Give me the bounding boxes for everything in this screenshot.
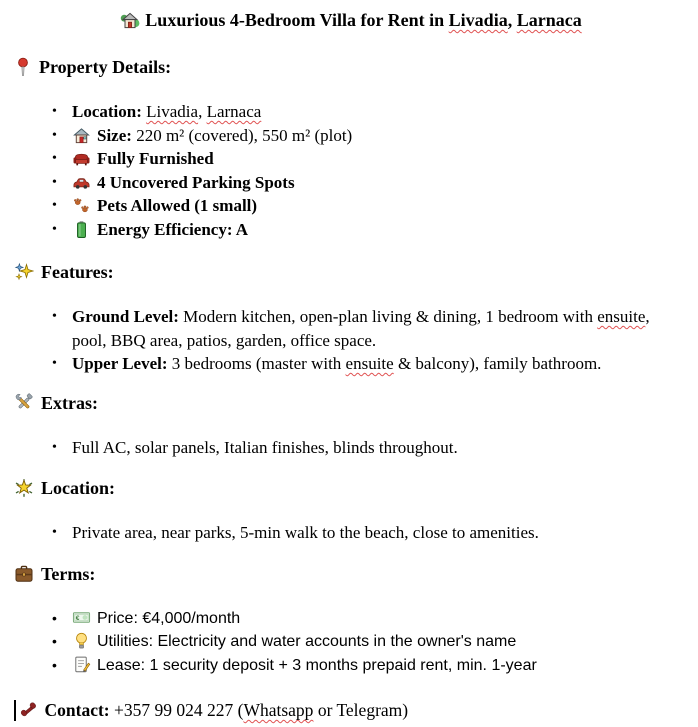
title-separator: , bbox=[507, 10, 517, 30]
property-details-list bbox=[14, 100, 688, 241]
section-heading-property-details bbox=[14, 57, 688, 78]
title-misspelled-word: Larnaca bbox=[516, 10, 582, 30]
bullet-marker: • bbox=[52, 633, 57, 649]
bullet-marker: • bbox=[52, 609, 57, 626]
item-text: , pool, BBQ area, patios, garden, office space. bbox=[72, 307, 650, 350]
bullet-marker: • bbox=[52, 656, 57, 673]
section-heading-text: Extras: bbox=[41, 392, 98, 413]
document-title bbox=[14, 10, 688, 31]
item-text: Utilities: Electricity and water accounts in the owner's name bbox=[97, 633, 517, 650]
contact-text: +357 99 024 227 ( bbox=[109, 700, 244, 720]
couch-icon bbox=[72, 149, 91, 168]
title-misspelled-word: Livadia bbox=[448, 10, 508, 30]
item-text: Lease: 1 security deposit + 3 months prepaid rent, min. 1-year bbox=[97, 656, 537, 674]
paw-prints-icon bbox=[72, 196, 91, 215]
item-label: Fully Furnished bbox=[97, 149, 214, 168]
item-label: Size: bbox=[97, 125, 132, 145]
list-item-location bbox=[14, 100, 688, 124]
item-label: 4 Uncovered Parking Spots bbox=[97, 172, 295, 192]
list-item-parking bbox=[14, 171, 688, 195]
lightbulb-icon bbox=[72, 631, 91, 650]
memo-icon bbox=[72, 655, 91, 674]
list-item-pets bbox=[14, 194, 688, 218]
bullet-marker: • bbox=[52, 198, 57, 213]
misspelled-word: ensuite bbox=[597, 307, 646, 326]
bullet-marker: • bbox=[52, 525, 57, 540]
svg-text:€: € bbox=[75, 614, 80, 622]
section-heading-location bbox=[14, 478, 688, 499]
briefcase-icon bbox=[14, 564, 34, 584]
misspelled-word: Whatsapp bbox=[243, 700, 314, 720]
glowing-star-icon bbox=[14, 478, 34, 498]
sparkles-icon bbox=[14, 262, 34, 282]
telephone-receiver-icon bbox=[19, 700, 39, 720]
bullet-marker: • bbox=[52, 221, 57, 237]
list-item-size bbox=[14, 124, 688, 148]
item-text: & balcony), family bathroom. bbox=[393, 354, 602, 373]
bullet-marker: • bbox=[52, 309, 57, 324]
section-heading-features bbox=[14, 262, 688, 283]
section-heading-text: Terms: bbox=[41, 563, 96, 584]
item-text: 220 m² (covered), 550 m² (plot) bbox=[131, 125, 353, 145]
contact-label: Contact: bbox=[44, 700, 110, 720]
item-text: Private area, near parks, 5-min walk to the beach, close to amenities. bbox=[72, 523, 539, 542]
car-icon bbox=[72, 173, 91, 192]
misspelled-word: Larnaca bbox=[206, 102, 262, 121]
battery-icon bbox=[72, 220, 91, 239]
house-icon bbox=[72, 126, 91, 145]
house-with-garden-icon bbox=[120, 10, 140, 30]
title-text: Luxurious 4-Bedroom Villa for Rent in bbox=[145, 10, 449, 30]
item-label: Location: bbox=[72, 102, 142, 121]
item-text: Price: €4,000/month bbox=[97, 609, 241, 627]
contact-text: or Telegram) bbox=[313, 700, 409, 720]
misspelled-word: Livadia bbox=[146, 102, 199, 121]
bullet-marker: • bbox=[52, 127, 57, 143]
round-pushpin-icon bbox=[14, 57, 32, 77]
banknote-icon bbox=[72, 608, 91, 627]
item-text: 3 bedrooms (master with bbox=[167, 354, 346, 373]
item-text: Modern kitchen, open-plan living & dining, 1 bedroom with bbox=[178, 307, 598, 326]
item-text: , bbox=[198, 102, 207, 121]
bullet-marker: • bbox=[52, 174, 57, 190]
list-item-utilities bbox=[14, 630, 688, 654]
list-item-upper-level bbox=[14, 352, 688, 376]
section-heading-text: Property Details: bbox=[39, 57, 172, 77]
bullet-marker: • bbox=[52, 104, 57, 119]
bullet-marker: • bbox=[52, 439, 57, 455]
terms-list bbox=[14, 607, 688, 678]
list-item-extras bbox=[14, 436, 688, 460]
section-heading-terms bbox=[14, 564, 688, 585]
list-item-price bbox=[14, 607, 688, 631]
item-label: Pets Allowed (1 small) bbox=[97, 196, 258, 215]
misspelled-word: ensuite bbox=[345, 354, 394, 373]
extras-list bbox=[14, 436, 688, 460]
contact-line bbox=[14, 699, 688, 721]
section-heading-extras bbox=[14, 393, 688, 414]
bullet-marker: • bbox=[52, 356, 57, 371]
list-item-energy bbox=[14, 218, 688, 242]
section-heading-text: Location: bbox=[41, 478, 115, 498]
location-list bbox=[14, 521, 688, 545]
bullet-marker: • bbox=[52, 151, 57, 166]
list-item-ground-level bbox=[14, 305, 688, 352]
features-list bbox=[14, 305, 688, 376]
list-item-location-desc bbox=[14, 521, 688, 545]
item-label: Ground Level: bbox=[72, 307, 179, 326]
section-heading-text: Features: bbox=[41, 262, 114, 282]
item-label: Energy Efficiency: A bbox=[97, 219, 249, 239]
hammer-wrench-icon bbox=[14, 393, 34, 413]
list-item-furnished bbox=[14, 147, 688, 171]
item-text: Full AC, solar panels, Italian finishes, blinds throughout. bbox=[72, 437, 458, 457]
list-item-lease bbox=[14, 654, 688, 678]
item-label: Upper Level: bbox=[72, 354, 168, 373]
text-cursor bbox=[14, 700, 16, 721]
